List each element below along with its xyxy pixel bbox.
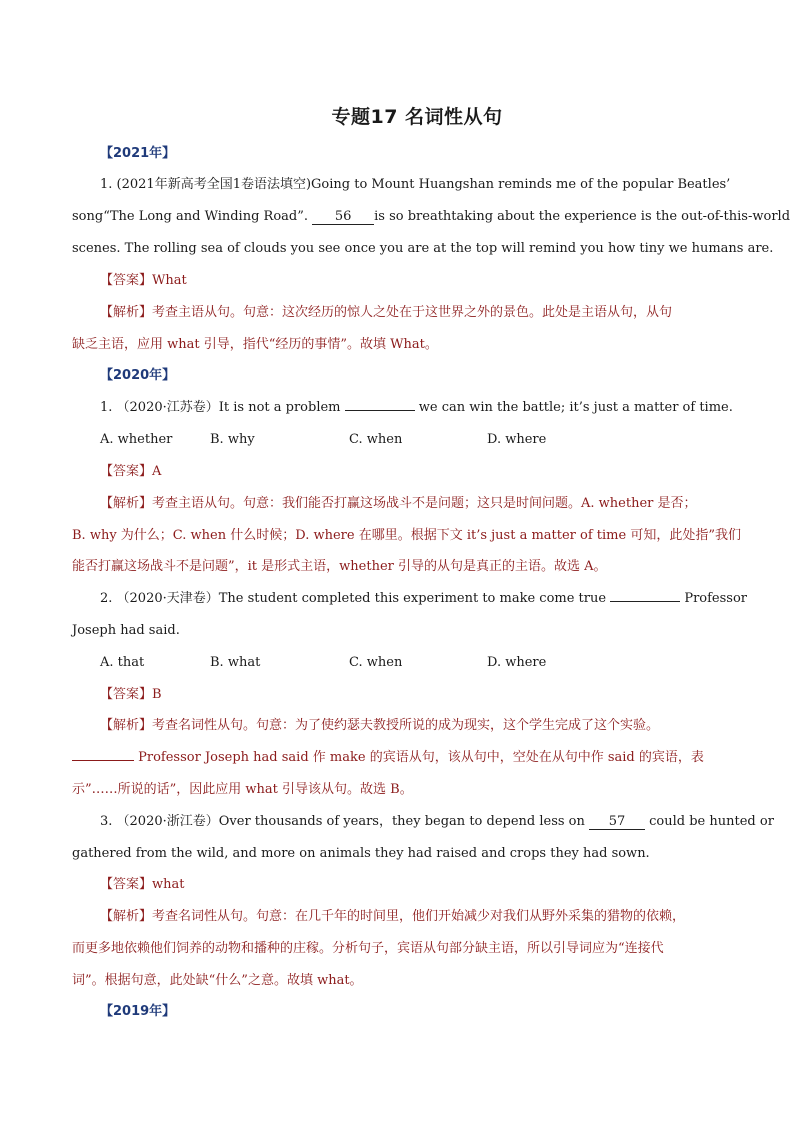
explanation-tag: 【解析】 [100, 305, 153, 320]
answer-value: What [152, 273, 187, 288]
q2021-1-exp2: 缺乏主语，应用 what 引导，指代“经历的事情”。故填 What。 [72, 337, 438, 352]
q2021-1-line2b: is so breathtaking about the experience is the out-of-this-world [374, 209, 791, 224]
option-d: D. where [487, 432, 547, 447]
q2021-1-line2a: song“The Long and Winding Road”. [72, 209, 313, 224]
option-a: A. that [100, 655, 145, 670]
option-d: D. where [487, 655, 547, 670]
explanation-tag: 【解析】 [100, 718, 153, 733]
q2020-3-exp1 [100, 908, 760, 926]
option-b: B. what [210, 655, 261, 670]
q2020-2-stem [100, 590, 760, 608]
option-c: C. when [349, 432, 403, 447]
option-a: A. whether [100, 432, 173, 447]
answer-tag: 【答案】 [100, 464, 153, 479]
q2020-2-stem-a: 2. （2020·天津卷）The student completed this experiment to make come true [100, 591, 611, 606]
q2020-1-stem-b: we can win the battle; it’s just a matter of time. [414, 400, 733, 415]
q2020-2-exp3: 示”……所说的话”，因此应用 what 引导该从句。故选 B。 [72, 782, 413, 797]
q2020-2-answer [100, 686, 760, 704]
answer-value: B [152, 687, 162, 702]
answer-blank [345, 410, 415, 411]
answer-blank [72, 760, 134, 761]
q2020-1-exp2: B. why 为什么；C. when 什么时候；D. where 在哪里。根据下文 it’s just a matter of time 可知，此处指”我们 [72, 528, 741, 543]
q2020-1-exp1 [100, 495, 760, 513]
year-heading-2021: 【2021年】 [100, 146, 176, 161]
year-heading-2020: 【2020年】 [100, 368, 176, 383]
answer-blank [610, 601, 680, 602]
explanation-tag: 【解析】 [100, 909, 153, 924]
q2020-3-stem-c: gathered from the wild, and more on animals they had raised and crops they had sown. [72, 846, 650, 861]
q2020-2-stem-b: Professor [680, 591, 748, 606]
explanation-text: 考查名词性从句。句意：为了使约瑟夫教授所说的成为现实，这个学生完成了这个实验。 [152, 718, 660, 733]
q2020-2-stem-c: Joseph had said. [72, 623, 180, 638]
q2020-1-answer [100, 463, 760, 481]
q2020-3-exp3: 词”。根据句意，此处缺“什么”之意。故填 what。 [72, 973, 363, 988]
q2020-1-exp3: 能否打赢这场战斗不是问题”，it 是形式主语，whether 引导的从句是真正的主语。故选 A。 [72, 559, 607, 574]
answer-value: A [152, 464, 162, 479]
q2020-3-exp2: 而更多地依赖他们饲养的动物和播种的庄稼。分析句子，宾语从句部分缺主语，所以引导词应为“连接代 [72, 941, 664, 956]
answer-blank-57: 57 [589, 814, 645, 830]
q2020-3-stem-a: 3. （2020·浙江卷）Over thousands of years，they began to depend less on [100, 814, 590, 829]
answer-tag: 【答案】 [100, 273, 153, 288]
explanation-text: 考查主语从句。句意：我们能否打赢这场战斗不是问题；这只是时间问题。A. whether 是否； [152, 496, 697, 511]
answer-value: what [152, 877, 185, 892]
page-title: 专题17 名词性从句 [331, 106, 503, 128]
q2020-3-stem [100, 813, 774, 831]
q2020-1-stem-a: 1. （2020·江苏卷）It is not a problem [100, 400, 345, 415]
q2021-1-answer [100, 272, 760, 290]
answer-blank-56: 56 [312, 209, 374, 225]
answer-tag: 【答案】 [100, 877, 153, 892]
q2020-1-stem [100, 399, 760, 417]
option-c: C. when [349, 655, 403, 670]
explanation-tag: 【解析】 [100, 496, 153, 511]
q2020-3-stem-b: could be hunted or [645, 814, 774, 829]
answer-tag: 【答案】 [100, 687, 153, 702]
q2021-1-line3: scenes. The rolling sea of clouds you see once you are at the top will remind you how tiny we humans are. [72, 241, 774, 256]
q2020-2-exp2 [72, 749, 732, 767]
explanation-text: 考查名词性从句。句意：在几千年的时间里，他们开始减少对我们从野外采集的猎物的依赖， [152, 909, 686, 924]
q2021-1-line2 [72, 208, 791, 226]
q2020-2-exp1 [100, 717, 760, 735]
option-b: B. why [210, 432, 255, 447]
q2021-1-exp1 [100, 304, 760, 322]
year-heading-2019: 【2019年】 [100, 1004, 176, 1019]
explanation-text: 考查主语从句。句意：这次经历的惊人之处在于这世界之外的景色。此处是主语从句，从句 [152, 305, 673, 320]
q2020-3-answer [100, 876, 760, 894]
q2021-1-line1: 1. (2021年新高考全国1卷语法填空)Going to Mount Huangshan reminds me of the popular Beatles’ [100, 177, 731, 192]
q2020-2-exp2-text: Professor Joseph had said 作 make 的宾语从句，该从句中，空处在从句中作 said 的宾语，表 [134, 750, 704, 765]
